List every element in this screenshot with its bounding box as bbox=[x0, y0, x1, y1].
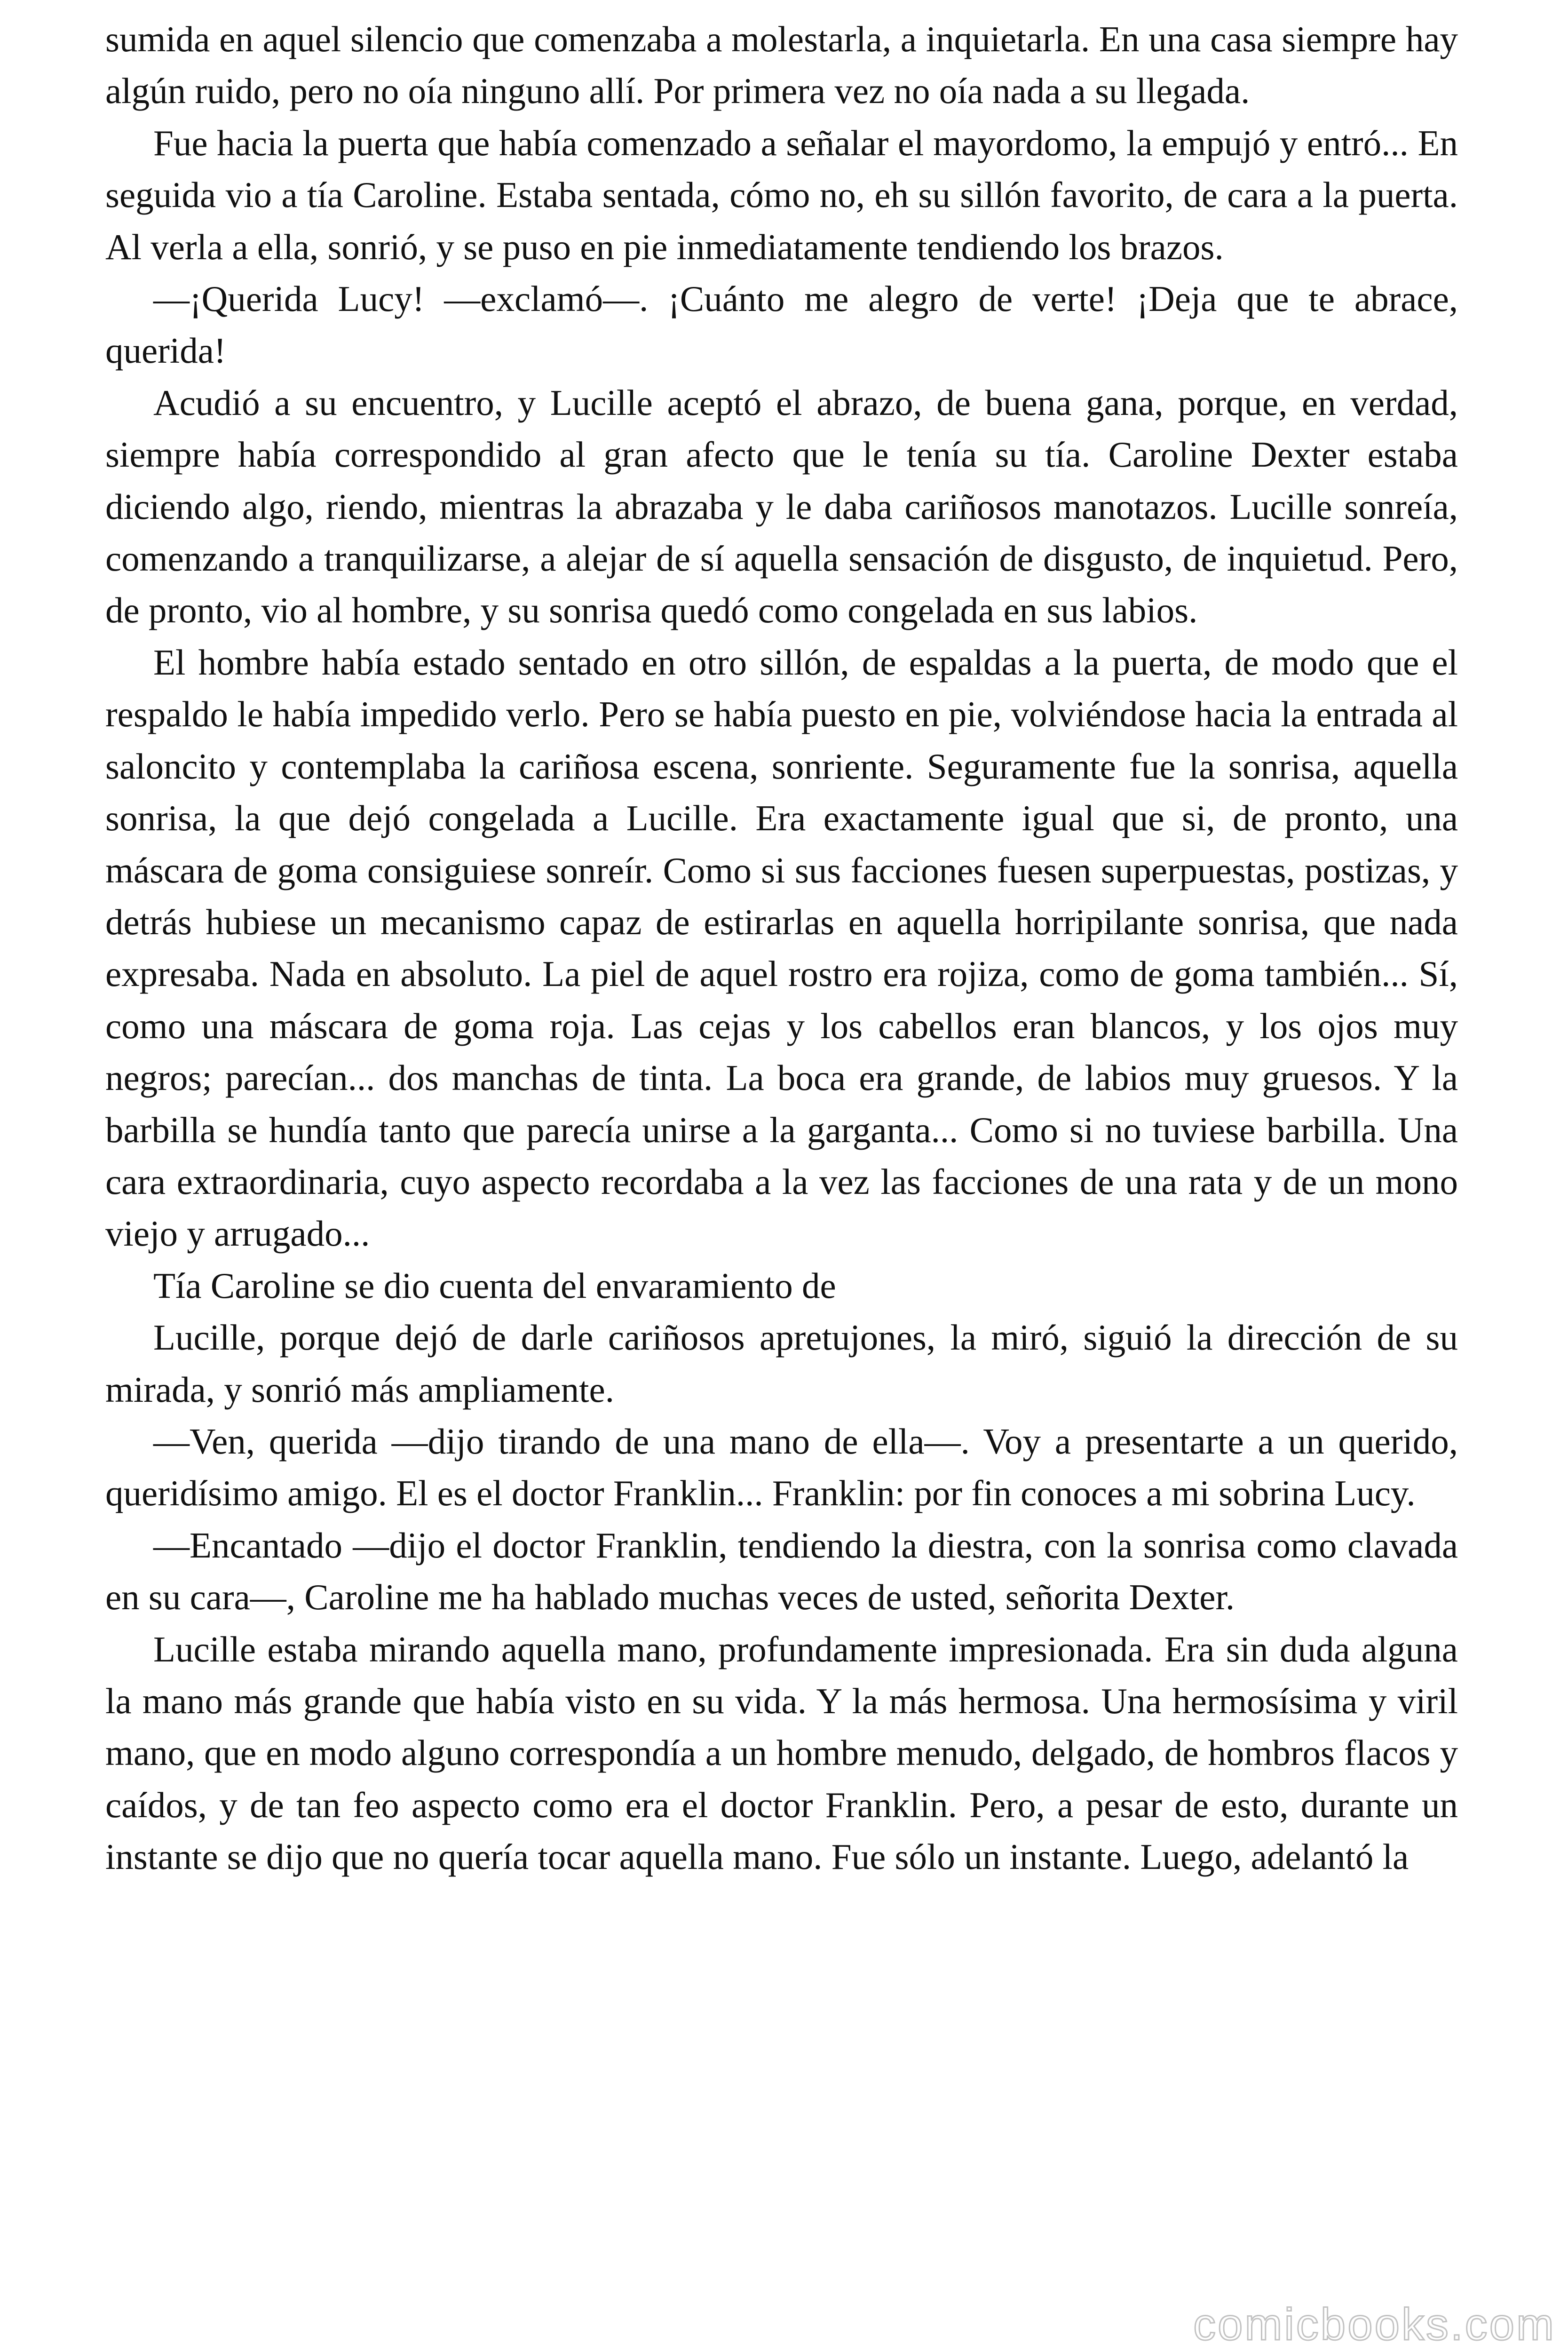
paragraph-embrace: Acudió a su encuentro, y Lucille aceptó el abrazo, de buena gana, porque, en verdad, siempre había correspondido al gran afecto que le tenía su tía. Caroline Dexter estaba diciendo algo, riendo, mientras la abrazaba y le daba cariñosos manotazos. Lucille sonreía, comenzando a tranquilizarse, a alejar de sí aquella sensación de disgusto, de inquietud. Pero, de pronto, vio al hombre, y su sonrisa quedó como congelada en sus labios. bbox=[105, 382, 1458, 631]
paragraph-man-description: El hombre había estado sentado en otro sillón, de espaldas a la puerta, de modo que el respaldo le había impedido verlo. Pero se había puesto en pie, volviéndose hacia la entrada al saloncito y contemplaba la cariñosa escena, sonriente. Seguramente fue la sonrisa, aquella sonrisa, la que dejó congelada a Lucille. Era exactamente igual que si, de pronto, una máscara de goma consiguiese sonreír. Como si sus facciones fuesen superpuestas, postizas, y detrás hubiese un mecanismo capaz de estirarlas en aquella horripilante sonrisa, que nada expresaba. Nada en absoluto. La piel de aquel rostro era rojiza, como de goma también... Sí, como una máscara de goma roja. Las cejas y los cabellos eran blancos, y los ojos muy negros; parecían... dos manchas de tinta. La boca era grande, de labios muy gruesos. Y la barbilla se hundía tanto que parecía unirse a la garganta... Como si no tuviese barbilla. Una cara extraordinaria, cuyo aspecto recordaba a la vez las facciones de una rata y de un mono viejo y arrugado... bbox=[105, 642, 1458, 1254]
paragraph-hand: Lucille estaba mirando aquella mano, profundamente impresionada. Era sin duda alguna la mano más grande que había visto en su vida. Y la más hermosa. Una hermosísima y viril mano, que en modo alguno correspondía a un hombre menudo, delgado, de hombros flacos y caídos, y de tan feo aspecto como era el doctor Franklin. Pero, a pesar de esto, durante un instante se dijo que no quería tocar aquella mano. Fue sólo un instante. Luego, adelantó la bbox=[105, 1629, 1458, 1877]
paragraph-aunt-notices: Tía Caroline se dio cuenta del envaramiento de bbox=[153, 1265, 836, 1306]
site-watermark: comicbooks.com bbox=[1193, 2299, 1556, 2350]
paragraph-dialogue-greeting: —¡Querida Lucy! —exclamó—. ¡Cuánto me alegro de verte! ¡Deja que te abrace, querida! bbox=[105, 278, 1458, 371]
book-page-text bbox=[105, 13, 1458, 2332]
paragraph-lucille-look: Lucille, porque dejó de darle cariñosos apretujones, la miró, siguió la dirección de su mirada, y sonrió más ampliamente. bbox=[105, 1317, 1458, 1410]
paragraph-dialogue-introduction: —Ven, querida —dijo tirando de una mano de ella—. Voy a presentarte a un querido, queridísimo amigo. El es el doctor Franklin... Franklin: por fin conoces a mi sobrina Lucy. bbox=[105, 1421, 1458, 1514]
paragraph-dialogue-doctor: —Encantado —dijo el doctor Franklin, tendiendo la diestra, con la sonrisa como clavada en su cara—, Caroline me ha hablado muchas veces de usted, señorita Dexter. bbox=[105, 1525, 1458, 1618]
paragraph-door: Fue hacia la puerta que había comenzado a señalar el mayordomo, la empujó y entró... En seguida vio a tía Caroline. Estaba sentada, cómo no, eh su sillón favorito, de cara a la puerta. Al verla a ella, sonrió, y se puso en pie inmediatamente tendiendo los brazos. bbox=[105, 122, 1458, 267]
paragraph-continuation: sumida en aquel silencio que comenzaba a molestarla, a inquietarla. En una casa siempre hay algún ruido, pero no oía ninguno allí. Por primera vez no oía nada a su llegada. bbox=[105, 19, 1458, 111]
